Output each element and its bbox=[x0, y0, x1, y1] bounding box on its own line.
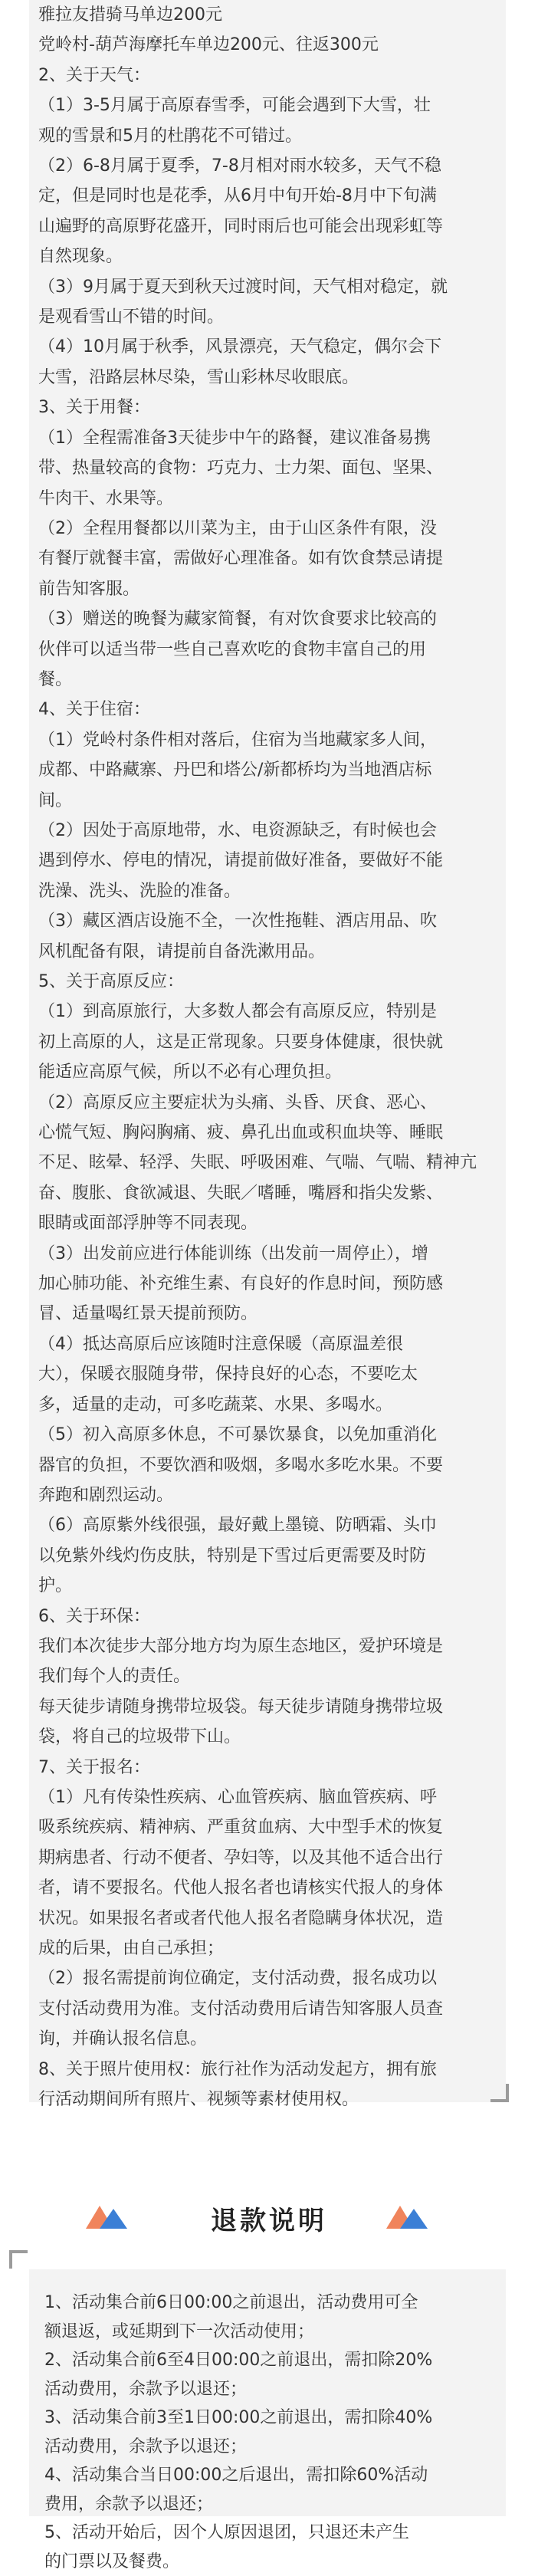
details-line: 吸系统疾病、精神病、严重贫血病、大中型手术的恢复 bbox=[38, 1812, 501, 1842]
details-line: 餐。 bbox=[38, 665, 501, 695]
refund-line: 3、活动集合前3至1日00:00之前退出，需扣除40% bbox=[44, 2404, 497, 2433]
details-line: 者，请不要报名。代他人报名者也请核实代报人的身体 bbox=[38, 1873, 501, 1903]
details-line: 初上高原的人，这是正常现象。只要身体健康，很快就 bbox=[38, 1027, 501, 1057]
details-line: 间。 bbox=[38, 786, 501, 816]
details-line: 成都、中路藏寨、丹巴和塔公/新都桥均为当地酒店标 bbox=[38, 755, 501, 785]
details-line: 3、关于用餐： bbox=[38, 393, 501, 422]
details-line: 奋、腹胀、食欲减退、失眠／嗜睡，嘴唇和指尖发紫、 bbox=[38, 1178, 501, 1208]
details-line: 我们每个人的责任。 bbox=[38, 1661, 501, 1691]
refund-line: 5、活动开始后，因个人原因退团，只退还未产生 bbox=[44, 2518, 497, 2548]
refund-line: 额退返，或延期到下一次活动使用； bbox=[44, 2318, 497, 2347]
details-line: 支付活动费用为准。支付活动费用后请告知客服人员查 bbox=[38, 1994, 501, 2024]
refund-line: 2、活动集合前6至4日00:00之前退出，需扣除20% bbox=[44, 2346, 497, 2375]
refund-line: 费用，余款予以退还； bbox=[44, 2490, 497, 2519]
details-line: 袋，将自己的垃圾带下山。 bbox=[38, 1722, 501, 1752]
details-line: 5、关于高原反应： bbox=[38, 967, 501, 997]
details-line: （1）凡有传染性疾病、心血管疾病、脑血管疾病、呼 bbox=[38, 1783, 501, 1812]
details-line: 7、关于报名： bbox=[38, 1753, 501, 1783]
details-line: （4）抵达高原后应该随时注意保暖（高原温差很 bbox=[38, 1329, 501, 1359]
details-line: （1）党岭村条件相对落后，住宿为当地藏家多人间， bbox=[38, 725, 501, 755]
details-line: 冒、适量喝红景天提前预防。 bbox=[38, 1299, 501, 1329]
details-line: （2）高原反应主要症状为头痛、头昏、厌食、恶心、 bbox=[38, 1088, 501, 1118]
details-line: 行活动期间所有照片、视频等素材使用权。 bbox=[38, 2085, 501, 2114]
details-line: 奔跑和剧烈运动。 bbox=[38, 1480, 501, 1510]
details-line: （1）3-5月属于高原春雪季，可能会遇到下大雪，壮 bbox=[38, 90, 501, 120]
details-line: 8、关于照片使用权：旅行社作为活动发起方，拥有旅 bbox=[38, 2055, 501, 2085]
details-text bbox=[38, 0, 501, 2114]
details-line: （2）报名需提前询位确定，支付活动费，报名成功以 bbox=[38, 1963, 501, 1993]
details-line: 能适应高原气候，所以不必有心理负担。 bbox=[38, 1057, 501, 1087]
details-line: 询，并确认报名信息。 bbox=[38, 2024, 501, 2054]
details-line: 山遍野的高原野花盛开，同时雨后也可能会出现彩虹等 bbox=[38, 212, 501, 242]
details-line: 大雪，沿路层林尽染，雪山彩林尽收眼底。 bbox=[38, 363, 501, 393]
details-line: 定，但是同时也是花季，从6月中旬开始-8月中下旬满 bbox=[38, 181, 501, 211]
refund-line: 1、活动集合前6日00:00之前退出，活动费用可全 bbox=[44, 2288, 497, 2318]
refund-text bbox=[44, 2288, 497, 2576]
details-line: 观的雪景和5月的杜鹃花不可错过。 bbox=[38, 121, 501, 151]
details-line: 是观看雪山不错的时间。 bbox=[38, 302, 501, 332]
details-line: 成的后果，由自己承担； bbox=[38, 1934, 501, 1963]
details-line: 器官的负担，不要饮酒和吸烟，多喝水多吃水果。不要 bbox=[38, 1451, 501, 1480]
triangle-decoration-right-icon bbox=[386, 2203, 429, 2230]
refund-heading bbox=[0, 2189, 538, 2250]
details-line: 前告知客服。 bbox=[38, 574, 501, 604]
refund-line: 4、活动集合当日00:00之后退出，需扣除60%活动 bbox=[44, 2461, 497, 2490]
details-line: 我们本次徒步大部分地方均为原生态地区，爱护环境是 bbox=[38, 1631, 501, 1661]
details-line: 期病患者、行动不便者、孕妇等，以及其他不适合出行 bbox=[38, 1843, 501, 1873]
refund-line: 活动费用，余款予以退还； bbox=[44, 2433, 497, 2462]
details-line: 大），保暖衣服随身带，保持良好的心态，不要吃太 bbox=[38, 1359, 501, 1389]
details-line: 带、热量较高的食物：巧克力、士力架、面包、坚果、 bbox=[38, 453, 501, 483]
corner-mark-bottom-right bbox=[490, 2084, 509, 2102]
details-line: （3）9月属于夏天到秋天过渡时间，天气相对稳定，就 bbox=[38, 272, 501, 302]
details-line: 遇到停水、停电的情况，请提前做好准备，要做好不能 bbox=[38, 846, 501, 876]
details-line: （3）出发前应进行体能训练（出发前一周停止），增 bbox=[38, 1239, 501, 1269]
details-line: 6、关于环保： bbox=[38, 1602, 501, 1631]
details-line: （2）因处于高原地带，水、电资源缺乏，有时候也会 bbox=[38, 816, 501, 846]
details-line: 眼睛或面部浮肿等不同表现。 bbox=[38, 1208, 501, 1238]
details-line: （5）初入高原多休息，不可暴饮暴食，以免加重消化 bbox=[38, 1420, 501, 1450]
details-line: 加心肺功能、补充维生素、有良好的作息时间，预防感 bbox=[38, 1269, 501, 1299]
details-line: （1）全程需准备3天徒步中午的路餐，建议准备易携 bbox=[38, 423, 501, 453]
details-line: 2、关于天气： bbox=[38, 61, 501, 90]
details-line: 风机配备有限，请提前自备洗漱用品。 bbox=[38, 937, 501, 967]
details-line: （3）赠送的晚餐为藏家简餐，有对饮食要求比较高的 bbox=[38, 604, 501, 634]
details-line: （3）藏区酒店设施不全，一次性拖鞋、酒店用品、吹 bbox=[38, 906, 501, 936]
details-line: 护。 bbox=[38, 1571, 501, 1601]
corner-mark-top-left bbox=[9, 2250, 28, 2269]
details-line: 洗澡、洗头、洗脸的准备。 bbox=[38, 876, 501, 906]
details-line: 伙伴可以适当带一些自己喜欢吃的食物丰富自己的用 bbox=[38, 635, 501, 665]
details-line: 多，适量的走动，可多吃蔬菜、水果、多喝水。 bbox=[38, 1390, 501, 1420]
refund-line: 活动费用，余款予以退还； bbox=[44, 2375, 497, 2404]
details-line: 自然现象。 bbox=[38, 242, 501, 271]
details-line: 以免紫外线灼伤皮肤，特别是下雪过后更需要及时防 bbox=[38, 1541, 501, 1571]
details-line: 党岭村-葫芦海摩托车单边200元、往返300元 bbox=[38, 30, 501, 60]
refund-title: 退款说明 bbox=[0, 2200, 538, 2237]
details-line: 心慌气短、胸闷胸痛、疲、鼻孔出血或积血块等、睡眠 bbox=[38, 1118, 501, 1148]
refund-line: 的门票以及餐费。 bbox=[44, 2548, 497, 2576]
details-line: （2）6-8月属于夏季，7-8月相对雨水较多，天气不稳 bbox=[38, 151, 501, 181]
details-line: （2）全程用餐都以川菜为主，由于山区条件有限，没 bbox=[38, 514, 501, 544]
details-line: 不足、眩晕、轻浮、失眠、呼吸困难、气喘、气喘、精神亢 bbox=[38, 1148, 501, 1178]
details-line: 每天徒步请随身携带垃圾袋。每天徒步请随身携带垃圾 bbox=[38, 1692, 501, 1722]
details-line: （4）10月属于秋季，风景漂亮，天气稳定，偶尔会下 bbox=[38, 332, 501, 362]
details-line: 4、关于住宿： bbox=[38, 695, 501, 724]
details-line: 状况。如果报名者或者代他人报名者隐瞒身体状况，造 bbox=[38, 1904, 501, 1934]
details-line: 有餐厅就餐丰富，需做好心理准备。如有饮食禁忌请提 bbox=[38, 544, 501, 573]
details-line: （1）到高原旅行，大多数人都会有高原反应，特别是 bbox=[38, 997, 501, 1027]
details-line: 牛肉干、水果等。 bbox=[38, 484, 501, 514]
details-line: 雅拉友措骑马单边200元 bbox=[38, 0, 501, 30]
details-line: （6）高原紫外线很强，最好戴上墨镜、防晒霜、头巾 bbox=[38, 1510, 501, 1540]
